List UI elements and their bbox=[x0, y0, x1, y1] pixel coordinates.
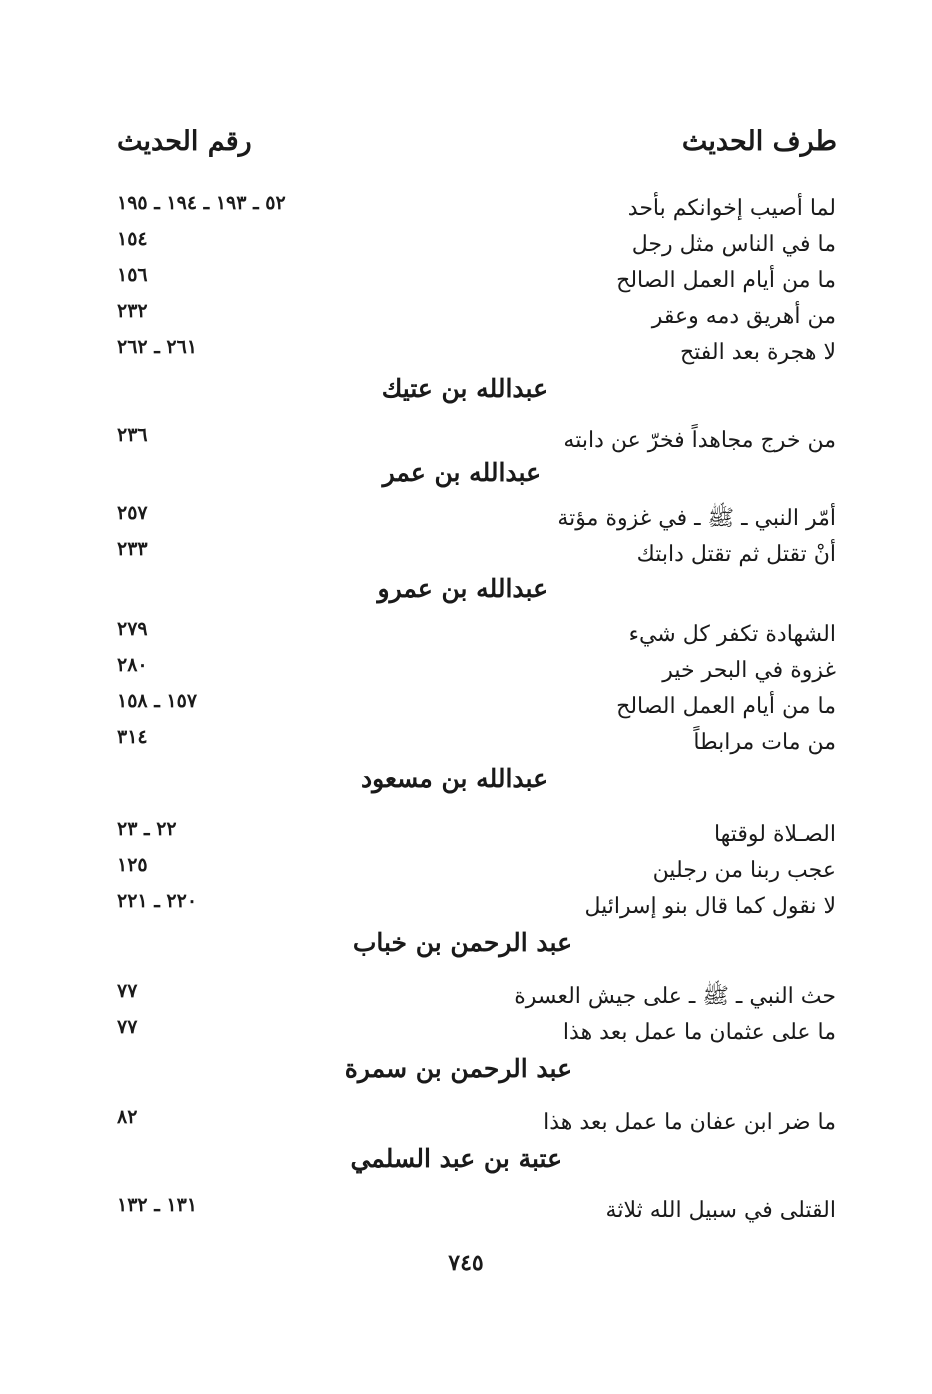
narrator-name: عبد الرحمن بن سمرة bbox=[344, 1054, 572, 1083]
hadith-numbers: ٣١٤ bbox=[117, 726, 148, 748]
hadith-numbers: ٢٣٦ bbox=[117, 424, 148, 446]
narrator-name: عبدالله بن عتيك bbox=[381, 374, 548, 403]
index-entry bbox=[0, 614, 932, 650]
hadith-numbers: ١٣١ ـ ١٣٢ bbox=[117, 1194, 198, 1216]
hadith-text: غزوة في البحر خير bbox=[662, 658, 836, 683]
hadith-numbers: ١٥٤ bbox=[117, 228, 148, 250]
hadith-numbers: ٢٥٧ bbox=[117, 502, 148, 524]
hadith-text: ما في الناس مثل رجل bbox=[631, 232, 836, 257]
hadith-numbers: ٨٢ bbox=[117, 1106, 138, 1128]
index-entry bbox=[0, 650, 932, 686]
index-entry bbox=[0, 1190, 932, 1226]
hadith-numbers: ٢٢ ـ ٢٣ bbox=[117, 818, 177, 840]
narrator-heading bbox=[0, 924, 932, 964]
narrator-name: عتبة بن عبد السلمي bbox=[350, 1144, 562, 1173]
hadith-text: أنْ تقتل ثم تقتل دابتك bbox=[636, 542, 836, 567]
index-entry bbox=[0, 534, 932, 570]
hadith-text: أمّر النبي ـ ﷺ ـ في غزوة مؤتة bbox=[557, 506, 836, 531]
narrator-heading bbox=[0, 760, 932, 800]
hadith-text: ما ضر ابن عفان ما عمل بعد هذا bbox=[543, 1110, 836, 1135]
index-entry bbox=[0, 296, 932, 332]
index-entry bbox=[0, 1012, 932, 1048]
hadith-text: الصـلاة لوقتها bbox=[713, 822, 836, 847]
index-entry bbox=[0, 498, 932, 534]
hadith-numbers: ٢٨٠ bbox=[117, 654, 148, 676]
index-entry bbox=[0, 224, 932, 260]
hadith-numbers: ١٢٥ bbox=[117, 854, 148, 876]
narrator-name: عبدالله بن عمرو bbox=[377, 574, 548, 603]
hadith-numbers: ١٥٧ ـ ١٥٨ bbox=[117, 690, 198, 712]
hadith-text: القتلى في سبيل الله ثلاثة bbox=[605, 1198, 836, 1223]
narrator-heading bbox=[0, 454, 932, 494]
index-entry bbox=[0, 886, 932, 922]
page-number: ٧٤٥ bbox=[448, 1250, 484, 1276]
index-entry bbox=[0, 686, 932, 722]
hadith-numbers: ٥٢ ـ ١٩٣ ـ ١٩٤ ـ ١٩٥ bbox=[117, 192, 286, 214]
index-entry bbox=[0, 850, 932, 886]
index-entry bbox=[0, 976, 932, 1012]
hadith-text: لا هجرة بعد الفتح bbox=[679, 340, 836, 365]
hadith-numbers: ٢٣٢ bbox=[117, 300, 148, 322]
hadith-text: من مات مرابطاً bbox=[693, 730, 836, 755]
narrator-heading bbox=[0, 1140, 932, 1180]
column-header-hadith-number: رقم الحديث bbox=[117, 126, 252, 157]
hadith-text: لما أصيب إخوانكم بأحد bbox=[627, 196, 836, 221]
hadith-numbers: ٢٣٣ bbox=[117, 538, 148, 560]
index-entry bbox=[0, 188, 932, 224]
hadith-text: ما من أيام العمل الصالح bbox=[616, 268, 836, 293]
hadith-numbers: ٧٧ bbox=[117, 980, 138, 1002]
hadith-text: من خرج مجاهداً فخرّ عن دابته bbox=[563, 428, 836, 453]
narrator-heading bbox=[0, 570, 932, 610]
index-entry bbox=[0, 814, 932, 850]
column-header-hadith-text: طرف الحديث bbox=[681, 126, 837, 157]
hadith-numbers: ٢٦١ ـ ٢٦٢ bbox=[117, 336, 198, 358]
narrator-name: عبدالله بن مسعود bbox=[360, 764, 548, 793]
hadith-numbers: ٢٧٩ bbox=[117, 618, 148, 640]
index-entry bbox=[0, 332, 932, 368]
hadith-text: الشهادة تكفر كل شيء bbox=[628, 622, 836, 647]
hadith-text: حث النبي ـ ﷺ ـ على جيش العسرة bbox=[514, 984, 836, 1009]
narrator-name: عبد الرحمن بن خباب bbox=[352, 928, 572, 957]
narrator-name: عبدالله بن عمر bbox=[382, 458, 541, 487]
index-entry bbox=[0, 722, 932, 758]
hadith-numbers: ٧٧ bbox=[117, 1016, 138, 1038]
hadith-text: عجب ربنا من رجلين bbox=[652, 858, 836, 883]
hadith-text: ما على عثمان ما عمل بعد هذا bbox=[562, 1020, 836, 1045]
hadith-text: لا نقول كما قال بنو إسرائيل bbox=[584, 894, 836, 919]
hadith-numbers: ٢٢٠ ـ ٢٢١ bbox=[117, 890, 198, 912]
narrator-heading bbox=[0, 1050, 932, 1090]
hadith-text: ما من أيام العمل الصالح bbox=[616, 694, 836, 719]
hadith-text: من أهريق دمه وعقر bbox=[651, 304, 836, 329]
narrator-heading bbox=[0, 370, 932, 410]
hadith-numbers: ١٥٦ bbox=[117, 264, 148, 286]
index-entry bbox=[0, 1102, 932, 1138]
index-entry bbox=[0, 260, 932, 296]
index-entry bbox=[0, 420, 932, 456]
